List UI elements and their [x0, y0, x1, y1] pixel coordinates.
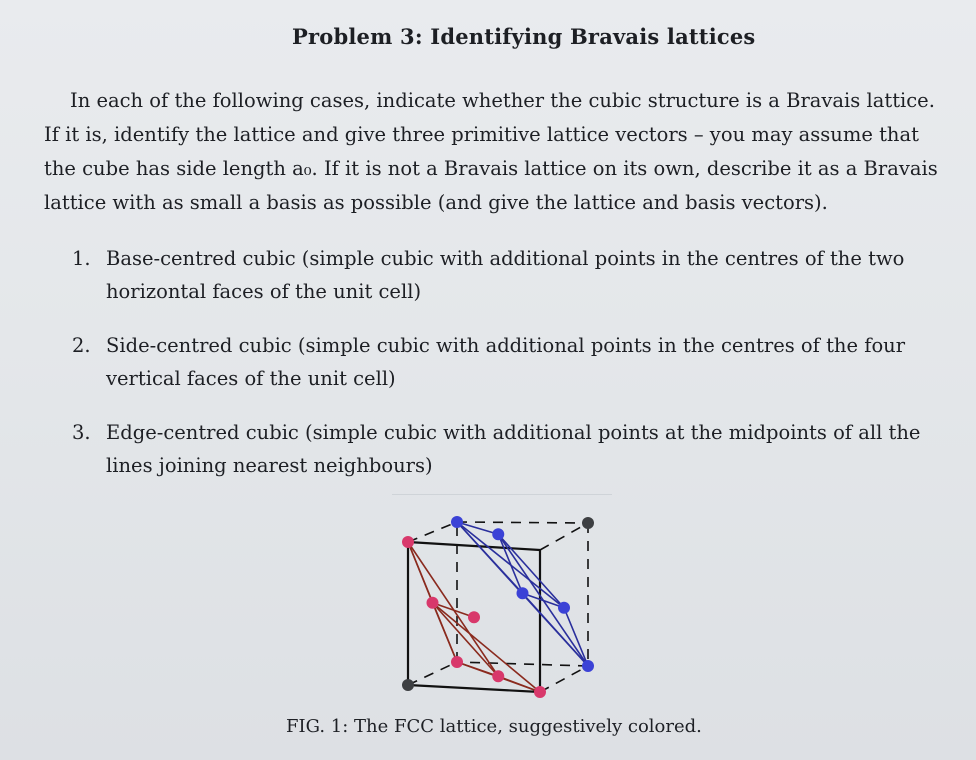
list-item-text: Side-centred cubic (simple cubic with additional points in the centres of the four: [106, 334, 906, 357]
blue-site: [582, 660, 594, 672]
list-item: [72, 416, 962, 482]
intro-paragraph: [44, 84, 964, 220]
corner-site: [402, 679, 414, 691]
problem-title: Problem 3: Identifying Bravais lattices: [292, 24, 756, 49]
cube-edge: [408, 685, 540, 692]
blue-site: [451, 516, 463, 528]
figure-separator: [392, 494, 612, 495]
list-number: 1.: [72, 247, 91, 270]
list-item-text: vertical faces of the unit cell): [106, 367, 396, 390]
pink-site: [468, 611, 480, 623]
cube-edge: [408, 542, 540, 550]
list-number: 2.: [72, 334, 91, 357]
cube-edge-depth: [540, 666, 588, 692]
fcc-cube-diagram: [395, 510, 610, 700]
pink-site: [451, 656, 463, 668]
blue-bond: [498, 534, 588, 666]
corner-site: [582, 517, 594, 529]
fcc-lattice-figure: [395, 510, 610, 704]
cube-edge-depth: [408, 662, 457, 685]
intro-line: lattice with as small a basis as possible (and give the lattice and basis vectors).: [44, 191, 828, 214]
pink-site: [427, 597, 439, 609]
list-item: [72, 242, 962, 308]
blue-site: [517, 587, 529, 599]
list-item-text: lines joining nearest neighbours): [106, 454, 433, 477]
list-item-text: Edge-centred cubic (simple cubic with additional points at the midpoints of all the: [106, 421, 921, 444]
list-item: [72, 329, 962, 395]
pink-bond: [433, 603, 458, 662]
cube-edge-hidden: [457, 662, 588, 666]
cube-edge-hidden: [457, 522, 588, 523]
intro-line: the cube has side length a₀. If it is not a Bravais lattice on its own, describe it as a Bravais: [44, 157, 938, 180]
cube-edge-depth: [408, 522, 457, 542]
blue-site: [558, 602, 570, 614]
intro-line: In each of the following cases, indicate whether the cubic structure is a Bravais lattice.: [70, 89, 935, 112]
cube-edge-depth: [540, 523, 588, 550]
figure-caption: FIG. 1: The FCC lattice, suggestively colored.: [286, 716, 702, 737]
pink-site: [402, 536, 414, 548]
pink-site: [534, 686, 546, 698]
intro-line: If it is, identify the lattice and give three primitive lattice vectors – you may assume that: [44, 123, 919, 146]
pink-bond: [433, 603, 541, 692]
list-number: 3.: [72, 421, 91, 444]
list-item-text: Base-centred cubic (simple cubic with additional points in the centres of the two: [106, 247, 905, 270]
blue-bond: [457, 522, 564, 608]
pink-site: [492, 670, 504, 682]
blue-site: [492, 528, 504, 540]
list-item-text: horizontal faces of the unit cell): [106, 280, 422, 303]
